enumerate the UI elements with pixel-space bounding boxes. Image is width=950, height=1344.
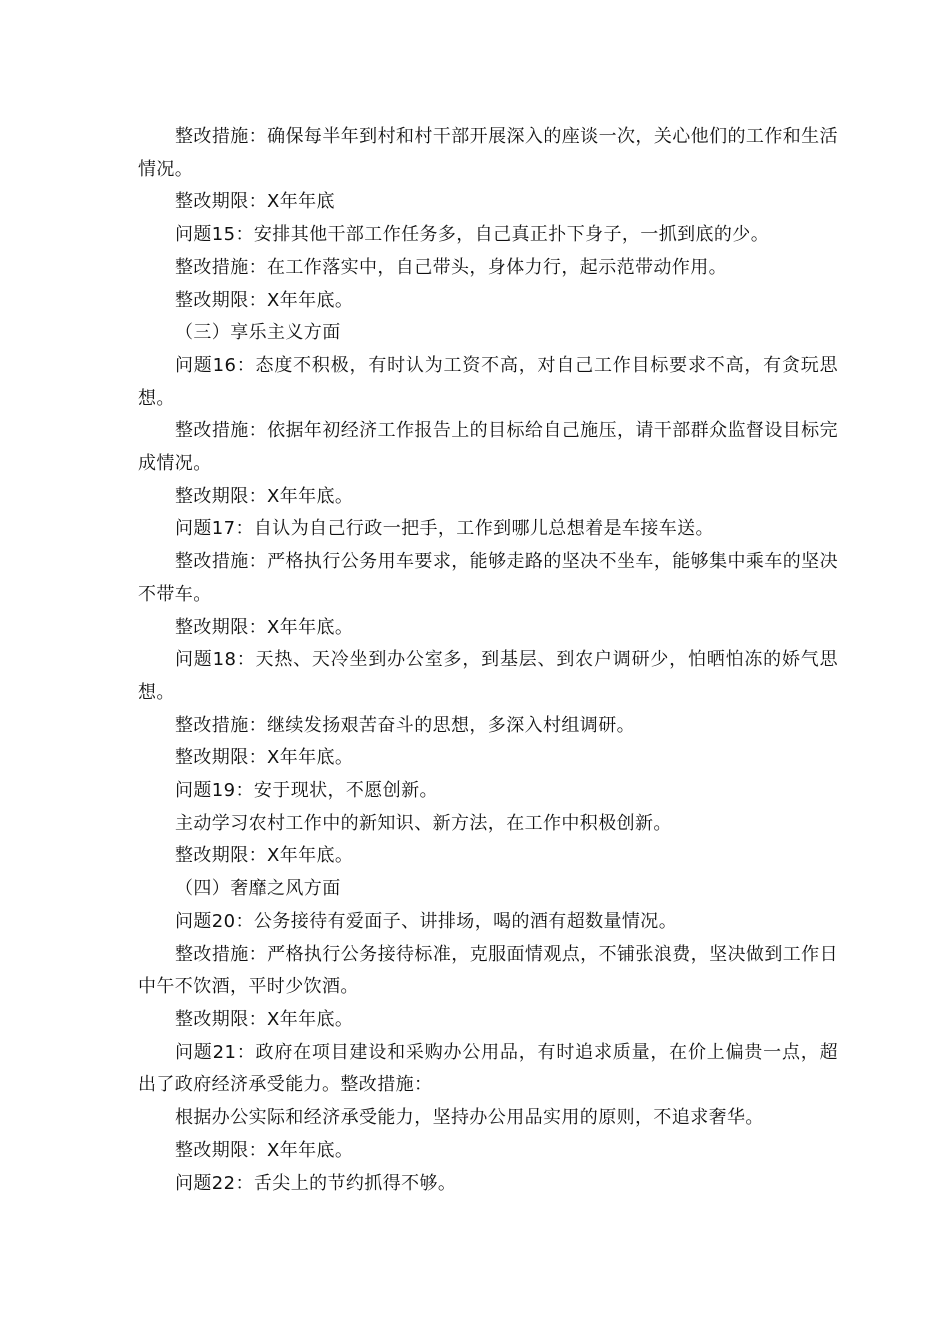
paragraph: 整改措施：继续发扬艰苦奋斗的思想，多深入村组调研。 <box>175 714 635 736</box>
paragraph: 问题20：公务接待有爱面子、讲排场，喝的酒有超数量情况。 <box>175 910 678 932</box>
paragraph: 整改期限：X年年底。 <box>175 289 354 311</box>
paragraph: 问题22：舌尖上的节约抓得不够。 <box>175 1172 457 1194</box>
paragraph: 整改措施：依据年初经济工作报告上的目标给自己施压，请干部群众监督设目标完成情况。 <box>138 420 838 475</box>
paragraph: 整改措施：严格执行公务接待标准，克服面情观点，不铺张浪费，坚决做到工作日中午不饮酒，平时少饮酒。 <box>138 943 838 998</box>
paragraph: 整改期限：X年年底。 <box>175 1139 354 1161</box>
paragraph: 问题19：安于现状，不愿创新。 <box>175 780 438 802</box>
section-heading: （四）奢靡之风方面 <box>175 878 341 900</box>
paragraph: 整改期限：X年年底。 <box>175 1008 354 1030</box>
paragraph: 问题15：安排其他干部工作任务多，自己真正扑下身子，一抓到底的少。 <box>175 224 770 246</box>
paragraph: 整改期限：X年年底。 <box>175 747 354 769</box>
paragraph: 问题17：自认为自己行政一把手，工作到哪儿总想着是车接车送。 <box>175 518 714 540</box>
paragraph: 整改措施：严格执行公务用车要求，能够走路的坚决不坐车，能够集中乘车的坚决不带车。 <box>138 551 838 605</box>
paragraph: 整改期限：X年年底 <box>175 191 335 213</box>
paragraph: 问题21：政府在项目建设和采购办公用品，有时追求质量，在价上偏贵一点，超出了政府经济承受能力。整改措施： <box>138 1041 838 1096</box>
section-heading: （三）享乐主义方面 <box>175 322 341 344</box>
paragraph: 问题16：态度不积极，有时认为工资不高，对自己工作目标要求不高，有贪玩思想。 <box>138 354 838 409</box>
paragraph: 整改期限：X年年底。 <box>175 845 354 867</box>
paragraph: 主动学习农村工作中的新知识、新方法，在工作中积极创新。 <box>175 812 672 834</box>
paragraph: 根据办公实际和经济承受能力，坚持办公用品实用的原则，不追求奢华。 <box>175 1107 764 1129</box>
paragraph: 整改措施：确保每半年到村和村干部开展深入的座谈一次，关心他们的工作和生活情况。 <box>138 126 838 180</box>
document-body <box>138 121 838 1200</box>
paragraph: 整改期限：X年年底。 <box>175 485 354 507</box>
paragraph: 整改措施：在工作落实中，自己带头，身体力行，起示范带动作用。 <box>175 256 727 278</box>
paragraph: 整改期限：X年年底。 <box>175 616 354 638</box>
paragraph: 问题18：天热、天冷坐到办公室多，到基层、到农户调研少，怕晒怕冻的娇气思想。 <box>138 649 838 703</box>
